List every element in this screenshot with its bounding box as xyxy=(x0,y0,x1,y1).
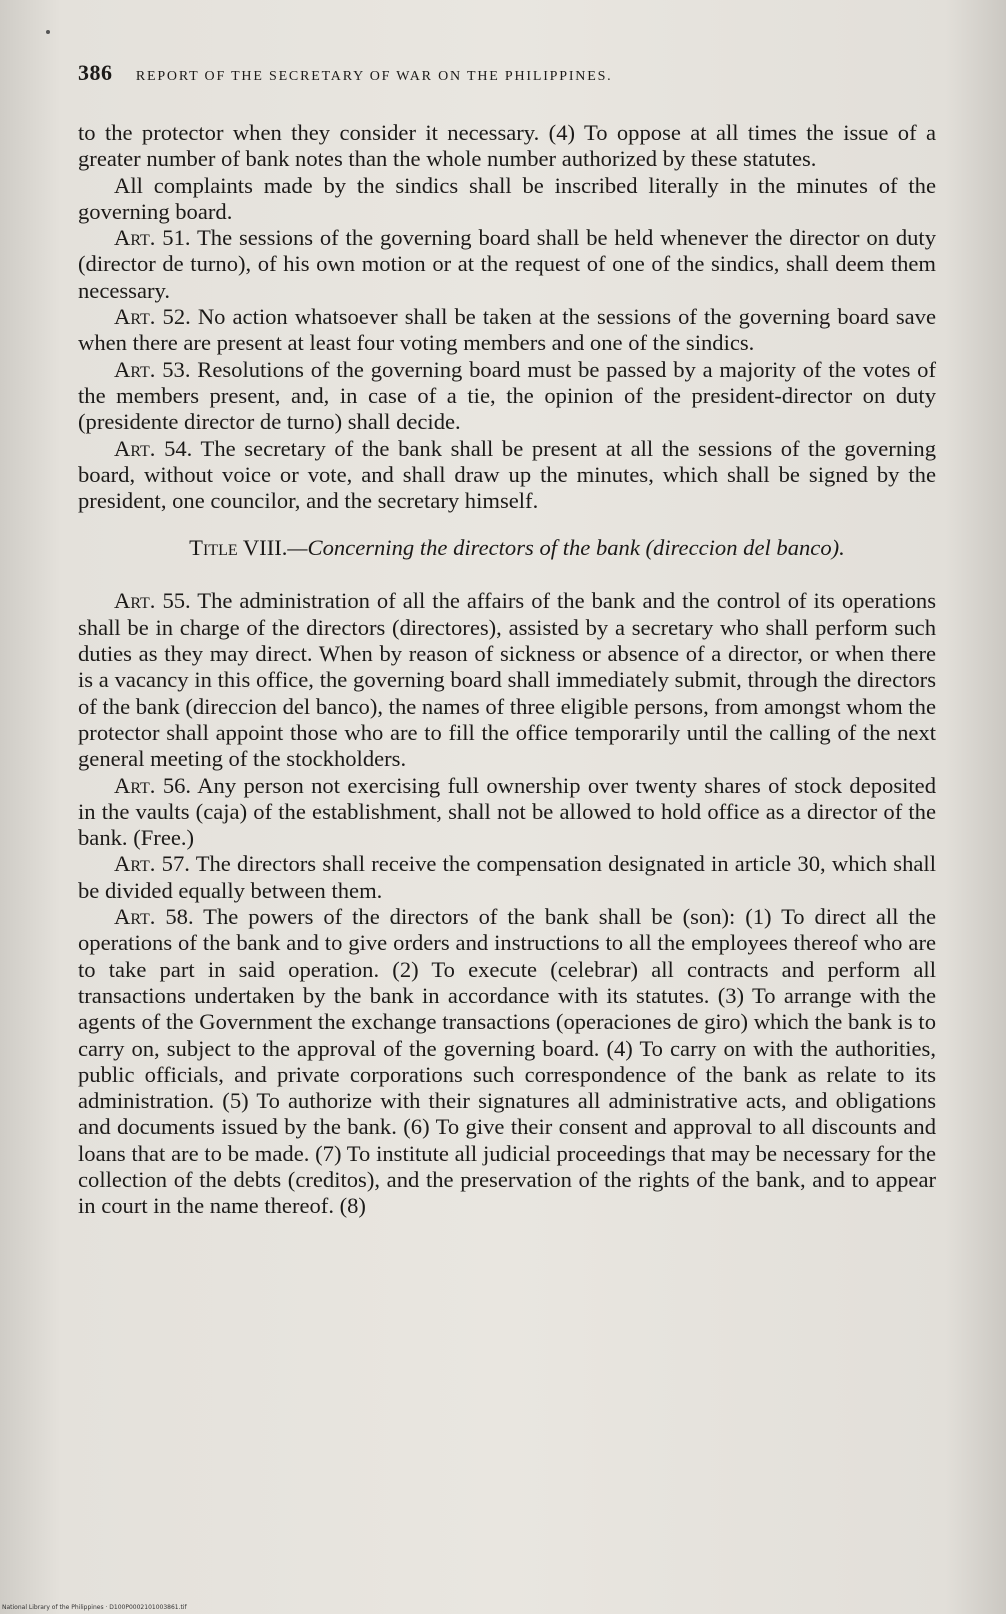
article-57-label: Art. 57. xyxy=(114,851,190,877)
page-body xyxy=(78,120,936,1220)
article-52-text: No action whatsoever shall be taken at the sessions of the governing board save when there are present at least four voting members and one of the sindics. xyxy=(78,304,936,356)
section-title xyxy=(78,534,936,562)
article-58-label: Art. 58. xyxy=(114,904,194,930)
article-58 xyxy=(78,904,936,1220)
article-55 xyxy=(78,588,936,772)
article-57 xyxy=(78,851,936,904)
article-51-label: Art. 51. xyxy=(114,225,191,251)
page-speck xyxy=(46,30,50,34)
page-header xyxy=(78,60,938,90)
article-52 xyxy=(78,304,936,357)
running-title: REPORT OF THE SECRETARY OF WAR ON THE PHILIPPINES. xyxy=(135,69,613,84)
paragraph-continuation: to the protector when they consider it necessary. (4) To oppose at all times the issue of a greater number of bank notes than the whole number authorized by these statutes. xyxy=(78,120,936,172)
article-56 xyxy=(78,773,936,852)
article-53-text: Resolutions of the governing board must be passed by a majority of the votes of the members present, and, in case of a tie, the opinion of the president-director on duty (presidente director de turno) shall decide. xyxy=(78,356,936,435)
section-title-text: —Concerning the directors of the bank (direccion del banco). xyxy=(287,535,845,561)
article-51 xyxy=(78,225,936,304)
scan-footer: National Library of the Philippines · D100P0002101003861.tif xyxy=(2,1604,187,1611)
article-56-label: Art. 56. xyxy=(114,772,192,798)
page-number: 386 xyxy=(78,60,113,85)
article-51-text: The sessions of the governing board shall be held whenever the director on duty (director de turno), of his own motion or at the request of one of the sindics, shall deem them necessary. xyxy=(78,225,937,303)
article-55-label: Art. 55. xyxy=(114,588,191,614)
paragraph-complaints: All complaints made by the sindics shall be inscribed literally in the minutes of the governing board. xyxy=(78,172,936,224)
article-56-text: Any person not exercising full ownership over twenty shares of stock deposited in the vaults (caja) of the establishment, shall not be allowed to hold office as a director of the bank. (Free.) xyxy=(78,772,936,851)
article-53 xyxy=(78,357,936,436)
article-57-text: The directors shall receive the compensation designated in article 30, which shall be divided equally between them. xyxy=(78,851,936,903)
article-54-label: Art. 54. xyxy=(114,435,193,461)
article-54-text: The secretary of the bank shall be present at all the sessions of the governing board, without voice or vote, and shall draw up the minutes, which shall be signed by the president, one councilor, and the secretary himself. xyxy=(78,435,936,514)
article-53-label: Art. 53. xyxy=(114,356,191,382)
article-52-label: Art. 52. xyxy=(114,304,191,330)
article-54 xyxy=(78,436,936,515)
section-title-label: Title VIII. xyxy=(189,535,288,561)
article-55-text: The administration of all the affairs of the bank and the control of its operations shall be in charge of the directors (directores), assisted by a secretary who shall perform such duties as they may direct. When by reason of sickness or absence of a director, or when there is a vacancy in this office, the governing board shall immediately submit, through the directors of the bank (direccion del banco), the names of three eligible persons, from amongst whom the protector shall appoint those who are to fill the office temporarily until the calling of the next general meeting of the stockholders. xyxy=(78,588,936,772)
article-58-text: The powers of the directors of the bank shall be (son): (1) To direct all the operations of the bank and to give orders and instructions to all the employees thereof who are to take part in said operation. (2) To execute (celebrar) all contracts and perform all transactions undertaken by the bank in accordance with its statutes. (3) To arrange with the agents of the Government the exchange transactions (operaciones de giro) which the bank is to carry on, subject to the approval of the governing board. (4) To carry on with the authorities, public officials, and private corporations such correspondence of the bank as relate to its administration. (5) To authorize with their signatures all administrative acts, and obligations and documents issued by the bank. (6) To give their consent and approval to all discounts and loans that are to be made. (7) To institute all judicial proceedings that may be necessary for the collection of the debts (creditos), and the preservation of the rights of the bank, and to appear in court in the name thereof. (8) xyxy=(78,904,936,1219)
